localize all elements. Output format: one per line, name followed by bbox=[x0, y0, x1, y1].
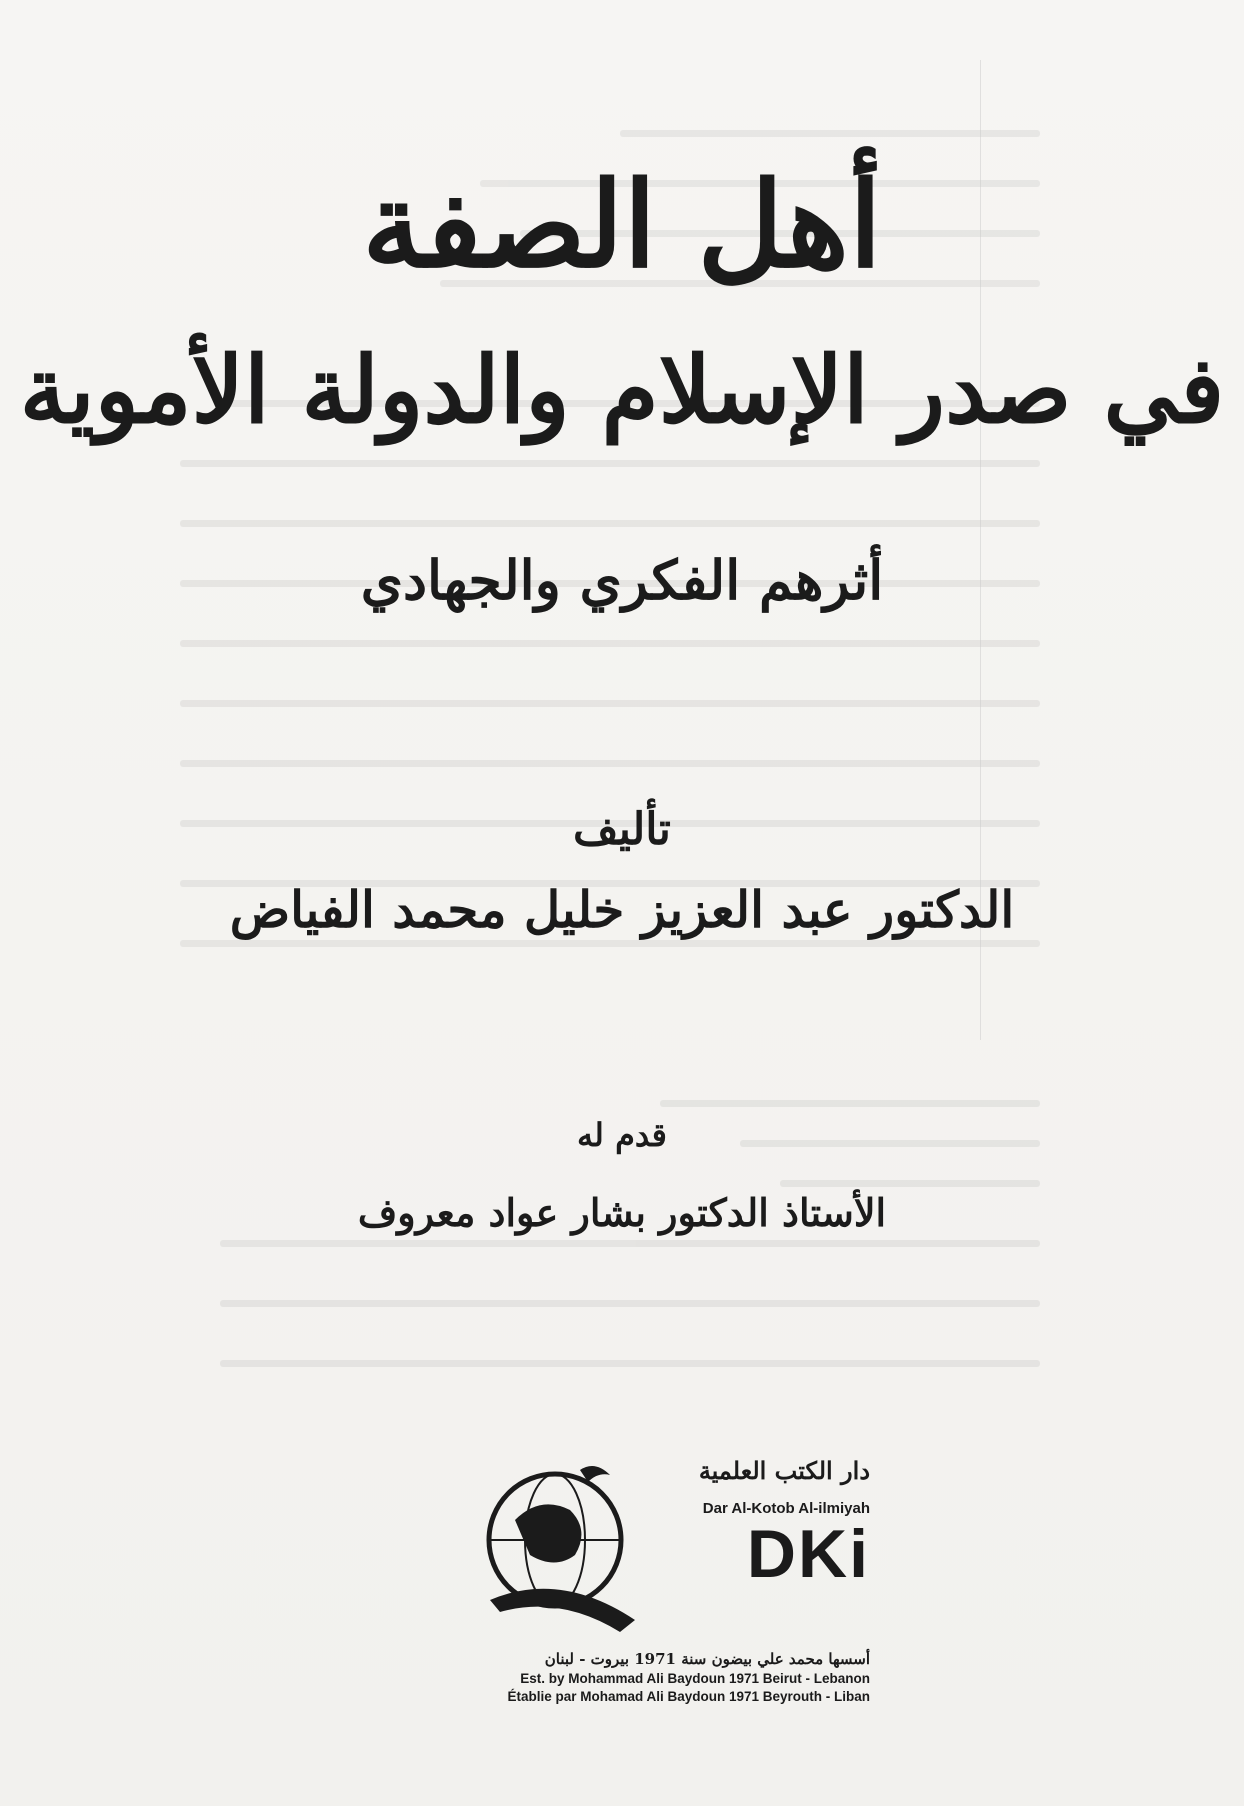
author-name: الدكتور عبد العزيز خليل محمد الفياض bbox=[229, 880, 1015, 939]
bleed-through-text bbox=[110, 60, 1040, 1660]
globe-icon bbox=[470, 1450, 640, 1650]
establishment-note bbox=[470, 1648, 870, 1706]
book-subtitle-secondary: أثرهم الفكري والجهادي bbox=[360, 548, 884, 612]
establishment-arabic: أسسها محمد علي بيضون سنة 1971 بيروت - لبنان bbox=[544, 1650, 870, 1668]
publisher-abbreviation: DKi bbox=[746, 1516, 870, 1592]
authorship-label: تأليف bbox=[573, 804, 671, 855]
book-subtitle: في صدر الإسلام والدولة الأموية bbox=[19, 336, 1225, 444]
book-title: أهل الصفة bbox=[362, 155, 882, 294]
introduction-label: قدم له bbox=[577, 1116, 667, 1154]
publisher-logo bbox=[470, 1450, 870, 1670]
publisher-name-english: Dar Al-Kotob Al-ilmiyah bbox=[702, 1500, 870, 1517]
introducer-name: الأستاذ الدكتور بشار عواد معروف bbox=[357, 1190, 887, 1235]
establishment-french: Établie par Mohamad Ali Baydoun 1971 Beyrouth - Liban bbox=[507, 1689, 870, 1704]
publisher-name-arabic: دار الكتب العلمية bbox=[698, 1456, 870, 1485]
establishment-english: Est. by Mohammad Ali Baydoun 1971 Beirut - Lebanon bbox=[520, 1671, 870, 1686]
